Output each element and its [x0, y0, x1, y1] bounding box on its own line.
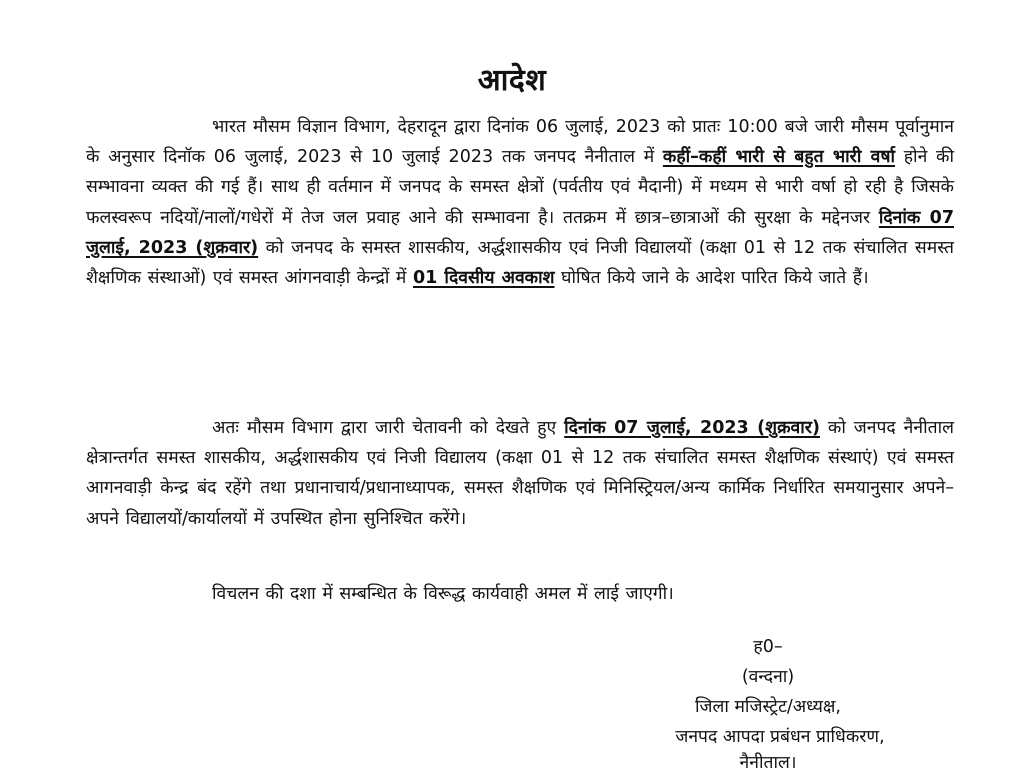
para2-text-2: को जनपद नैनीताल क्षेत्रान्तर्गत समस्त शासकीय, अर्द्धशासकीय एवं निजी विद्यालय (कक्षा 01 से 12 तक संचालित समस्त शैक्षणिक संस्थाएं) एवं समस्त आगनवाड़ी केन्द्र बंद रहेंगे तथा प्रधानाचार्य/प्रधानाध्यापक, समस्त शैक्षणिक एवं मिनिस्ट्रियल/अन्य कार्मिक निर्धारित समयानुसार अपने–अपने विद्यालयों/कार्यालयों में उपस्थित होना सुनिश्चित करेंगे।: [86, 418, 954, 529]
signature-authority: जनपद आपदा प्रबंधन प्राधिकरण,: [675, 727, 885, 747]
para1-text-3: को जनपद के समस्त शासकीय, अर्द्धशासकीय एवं निजी विद्यालयों (कक्षा 01 से 12 तक संचालित समस्त शैक्षणिक संस्थाओं) एवं समस्त आंगनवाड़ी केन्द्रों में: [86, 237, 954, 289]
signature-location: नैनीताल।: [739, 753, 797, 773]
paragraph-action-warning: विचलन की दशा में सम्बन्धित के विरूद्ध कार्यवाही अमल में लाई जाएगी।: [212, 584, 674, 604]
signature-name: (वन्दना): [741, 667, 795, 687]
holiday-date-emphasis: दिनांक 07 जुलाई, 2023 (शुक्रवार): [86, 207, 954, 258]
para1-text-2: होने की सम्भावना व्यक्त की गई हैं। साथ ही वर्तमान में जनपद के समस्त क्षेत्रों (पर्वतीय एवं मैदानी) में मध्यम से भारी वर्षा हो रही है जिसके फलस्वरूप नदियों/नालों/गधेरों में तेज जल प्रवाह आने की सम्भावना है। ततक्रम में छात्र–छात्राओं की सुरक्षा के मद्देनजर: [86, 147, 954, 228]
para2-text-1: अतः मौसम विभाग द्वारा जारी चेतावनी को देखते हुए: [212, 418, 565, 438]
para1-text-4: घोषित किये जाने के आदेश पारित किये जाते हैं।: [554, 268, 869, 289]
para1-text-1: भारत मौसम विज्ञान विभाग, देहरादून द्वारा दिनांक 06 जुलाई, 2023 को प्रातः 10:00 बजे जारी मौसम पूर्वानुमान के अनुसार दिनॉक 06 जुलाई, 2023 से 10 जुलाई 2023 तक जनपद नैनीताल में: [86, 117, 954, 168]
signature-signed-mark: ह0–: [753, 637, 783, 657]
heavy-rain-emphasis: कहीं–कहीं भारी से बहुत भारी वर्षा: [662, 147, 896, 168]
one-day-holiday-emphasis: 01 दिवसीय अवकाश: [412, 268, 555, 289]
signature-designation: जिला मजिस्ट्रेट/अध्यक्ष,: [694, 697, 841, 717]
paragraph-weather-forecast: [86, 112, 954, 293]
closure-date-emphasis: दिनांक 07 जुलाई, 2023 (शुक्रवार): [564, 418, 820, 438]
paragraph-closure-order: [86, 413, 954, 534]
document-title: आदेश: [477, 63, 547, 98]
